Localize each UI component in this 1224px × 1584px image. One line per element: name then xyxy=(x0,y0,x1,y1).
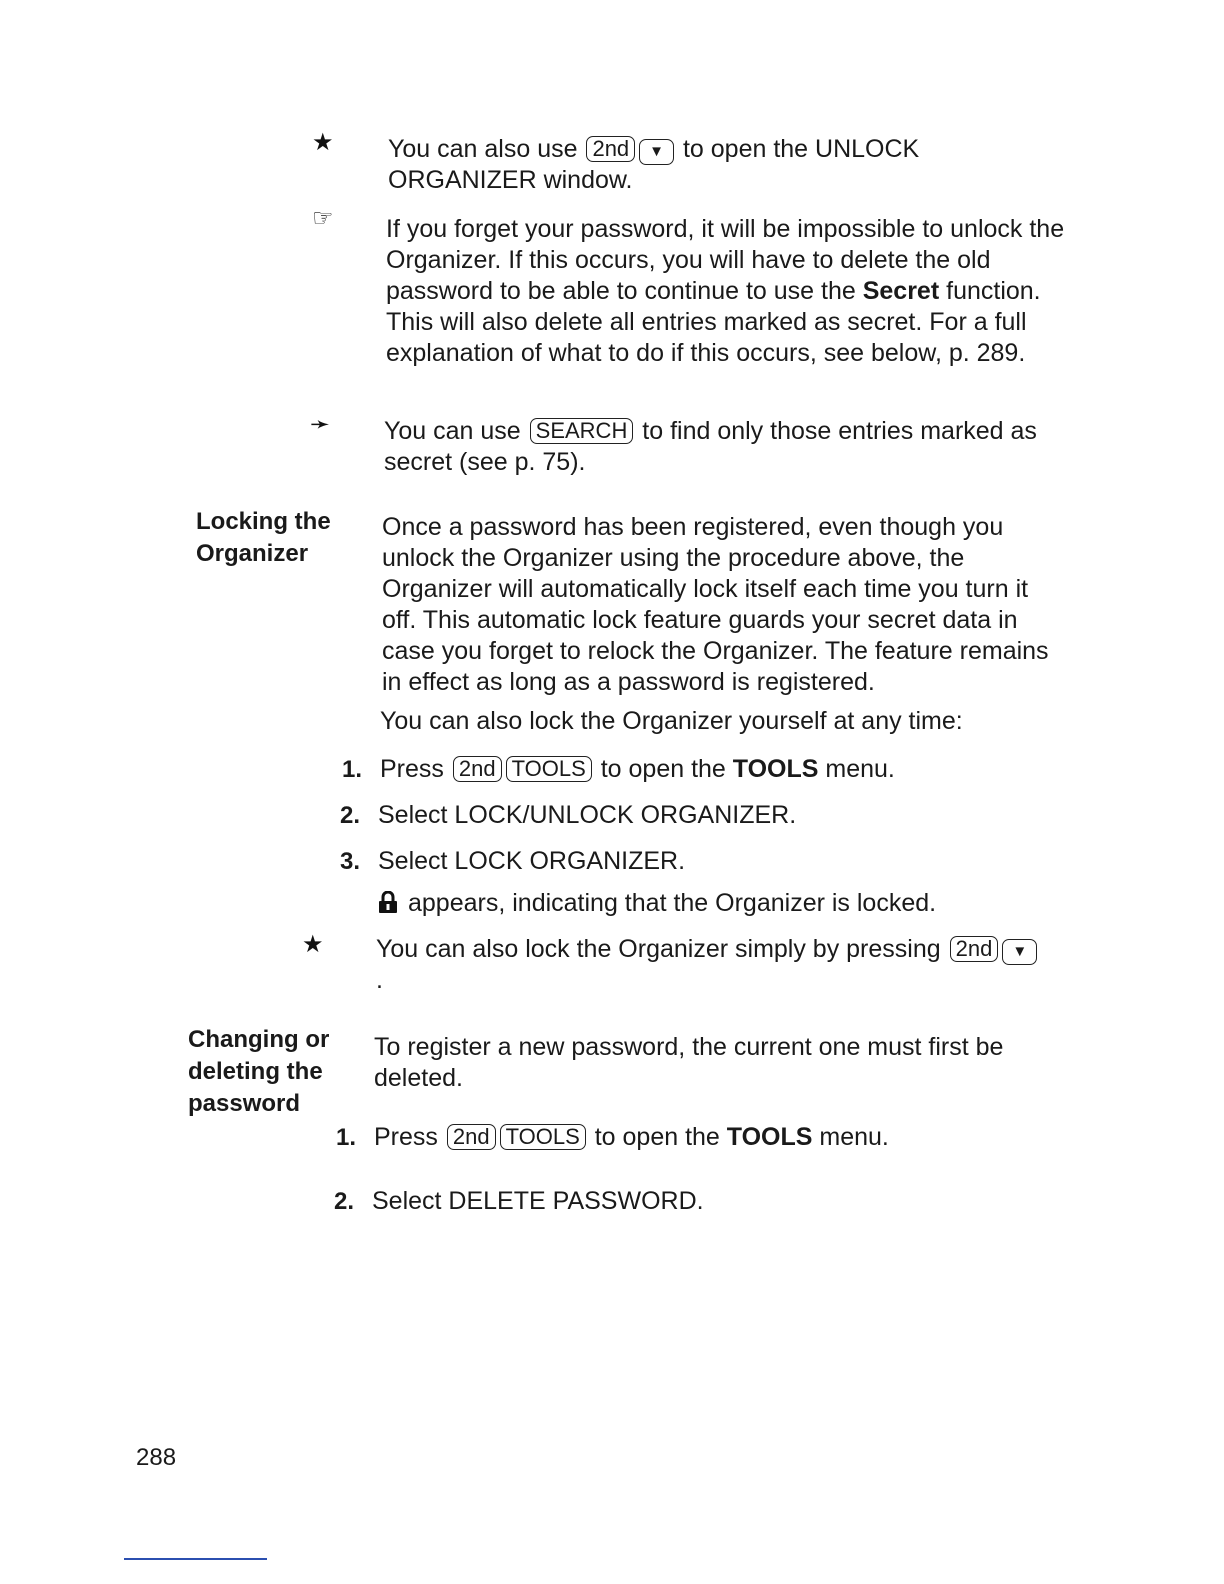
key-2nd: 2nd xyxy=(586,136,635,162)
locking-step-1: Press 2nd TOOLS to open the TOOLS menu. xyxy=(380,755,895,783)
pointing-hand-icon: ☞ xyxy=(312,205,334,232)
step-number: 2. xyxy=(334,1188,355,1215)
star-hint-icon: ★ xyxy=(302,931,324,958)
key-down-arrow: ▼ xyxy=(639,139,674,165)
star-hint-icon: ★ xyxy=(312,129,334,156)
key-search: SEARCH xyxy=(530,418,634,444)
note-forgot-password: If you forget your password, it will be impossible to unlock the Organizer. If this occurs, you will have to delete the old password to be able to continue to use the Secret function. This will also delete all entries marked as secret. For a full explanation of what to do if this occurs, see below, p. 289. xyxy=(386,215,1065,367)
locking-paragraph-2: You can also lock the Organizer yourself at any time: xyxy=(380,707,963,735)
locking-paragraph: Once a password has been registered, even though you unlock the Organizer using the procedure above, the Organizer will automatically lock itself each time you turn it off. This automatic lock feature guards your secret data in case you forget to relock the Organizer. The feature remains in effect as long as a password is registered. xyxy=(382,513,1049,696)
note-search-secret: You can use SEARCH to find only those entries marked as secret (see p. 75). xyxy=(384,417,1037,476)
note-unlock-shortcut: You can also use 2nd ▼ to open the UNLOCK ORGANIZER window. xyxy=(388,135,920,194)
section-heading-locking: Locking the Organizer xyxy=(196,508,331,567)
locking-tip: You can also lock the Organizer simply by pressing 2nd ▼. xyxy=(376,934,1046,996)
arrow-right-icon: ➛ xyxy=(310,411,331,438)
key-2nd: 2nd xyxy=(950,936,999,962)
locking-step-3: Select LOCK ORGANIZER. xyxy=(378,847,686,875)
changing-step-1: Press 2nd TOOLS to open the TOOLS menu. xyxy=(374,1123,889,1151)
key-down-arrow: ▼ xyxy=(1002,939,1037,965)
step-number: 1. xyxy=(336,1124,357,1151)
key-2nd: 2nd xyxy=(447,1124,496,1150)
locking-step-2: Select LOCK/UNLOCK ORGANIZER. xyxy=(378,801,797,829)
key-tools: TOOLS xyxy=(506,756,592,782)
section-heading-changing: Changing or deleting the password xyxy=(188,1026,330,1117)
key-tools: TOOLS xyxy=(500,1124,586,1150)
page-number: 288 xyxy=(136,1444,177,1471)
locking-step-3-result: appears, indicating that the Organizer is locked. xyxy=(378,888,1038,919)
changing-step-2: Select DELETE PASSWORD. xyxy=(372,1187,704,1215)
footer-rule xyxy=(124,1558,267,1560)
lock-icon xyxy=(378,891,398,913)
step-number: 2. xyxy=(340,802,361,829)
changing-paragraph: To register a new password, the current one must first be deleted. xyxy=(374,1033,1004,1092)
key-2nd: 2nd xyxy=(453,756,502,782)
step-number: 3. xyxy=(340,848,361,875)
step-number: 1. xyxy=(342,756,363,783)
